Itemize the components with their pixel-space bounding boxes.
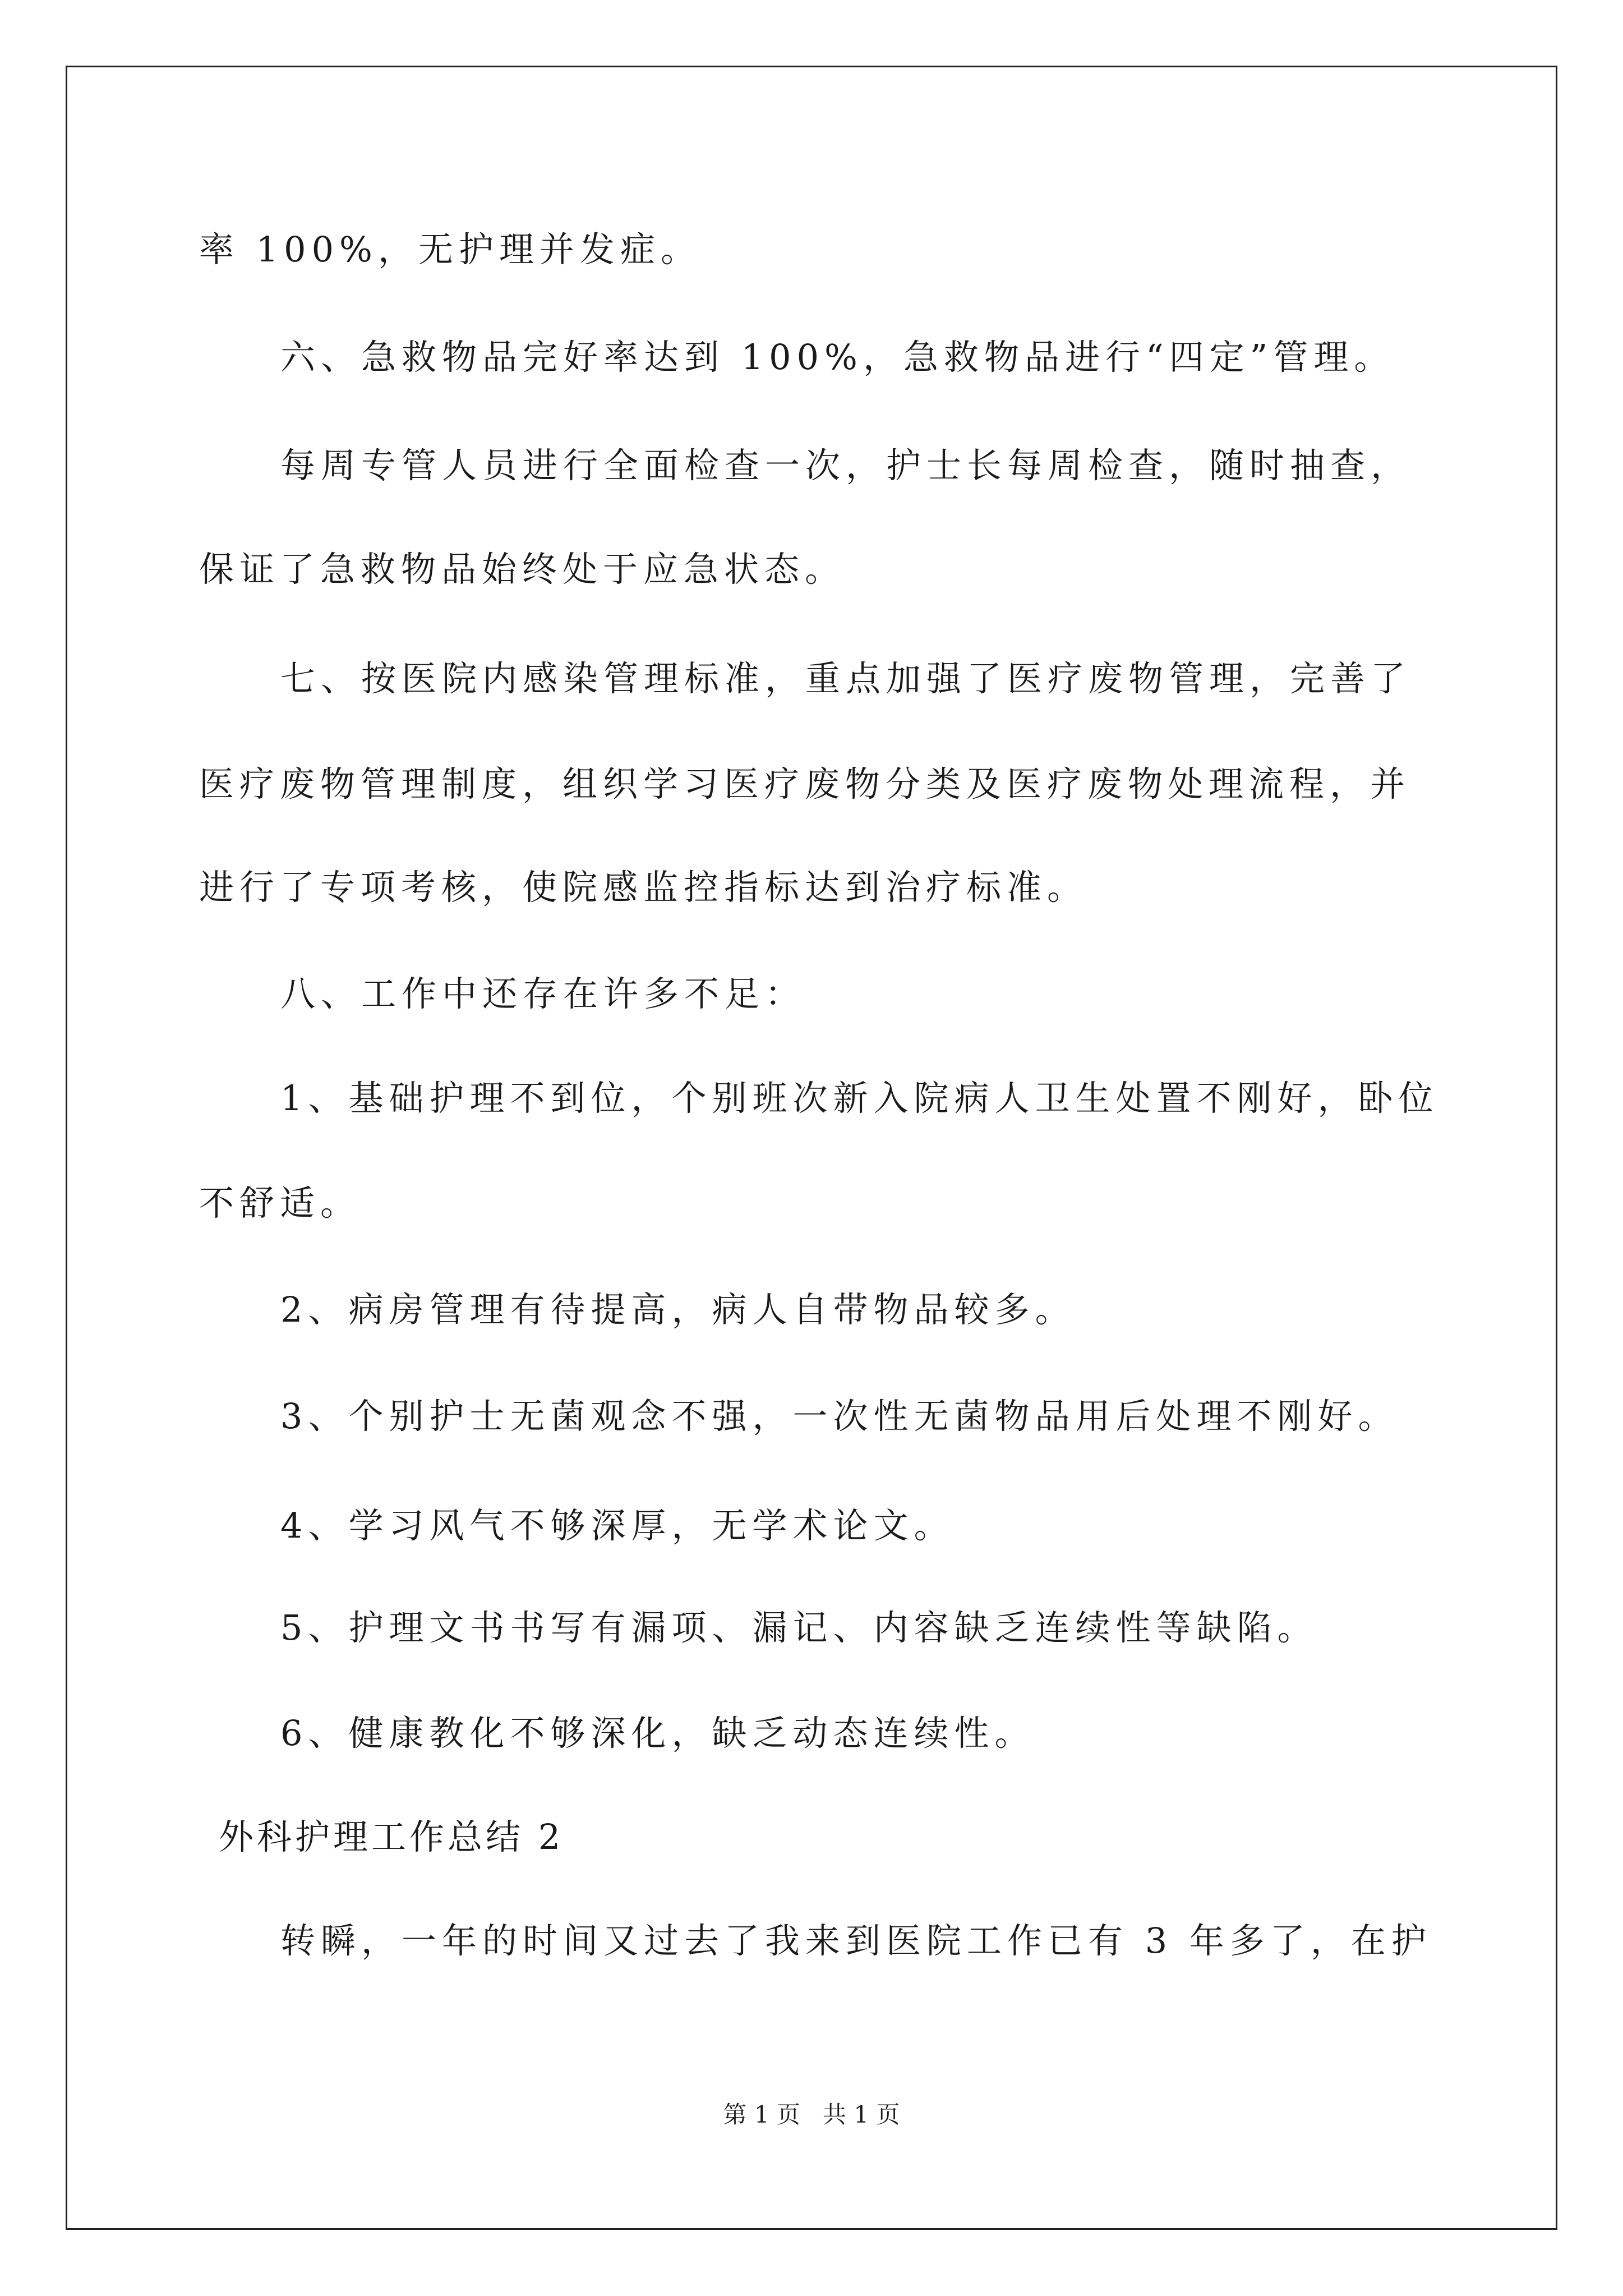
text-line: 3、个别护士无菌观念不强，一次性无菌物品用后处理不刚好。: [280, 1396, 1399, 1437]
text-line: 2、病房管理有待提高，病人自带物品较多。: [280, 1289, 1076, 1330]
text-line: 医疗废物管理制度，组织学习医疗废物分类及医疗废物处理流程，并: [199, 763, 1411, 804]
text-line: 七、按医院内感染管理标准，重点加强了医疗废物管理，完善了: [280, 658, 1412, 699]
text-line: 不舒适。: [199, 1182, 361, 1223]
text-line: 每周专管人员进行全面检查一次，护士长每周检查，随时抽查，: [280, 445, 1412, 486]
section-heading: 外科护理工作总结 2: [219, 1816, 564, 1857]
text-line: 1、基础护理不到位，个别班次新入院病人卫生处置不刚好，卧位: [280, 1078, 1439, 1119]
text-line: 5、护理文书书写有漏项、漏记、内容缺乏连续性等缺陷。: [280, 1607, 1318, 1648]
text-line: 保证了急救物品始终处于应急状态。: [199, 549, 846, 590]
page-border: [66, 66, 1557, 2230]
page-footer: 第 1 页 共 1 页: [723, 2101, 900, 2128]
text-line: 八、工作中还存在许多不足：: [280, 973, 806, 1014]
text-line: 6、健康教化不够深化，缺乏动态连续性。: [280, 1713, 1035, 1754]
text-line: 4、学习风气不够深厚，无学术论文。: [280, 1505, 955, 1546]
text-line: 进行了专项考核，使院感监控指标达到治疗标准。: [199, 867, 1088, 908]
text-line: 转瞬，一年的时间又过去了我来到医院工作已有 3 年多了，在护: [280, 1920, 1432, 1961]
text-line: 六、急救物品完好率达到 100%，急救物品进行“四定”管理。: [280, 337, 1395, 378]
text-line: 率 100%，无护理并发症。: [199, 229, 701, 270]
